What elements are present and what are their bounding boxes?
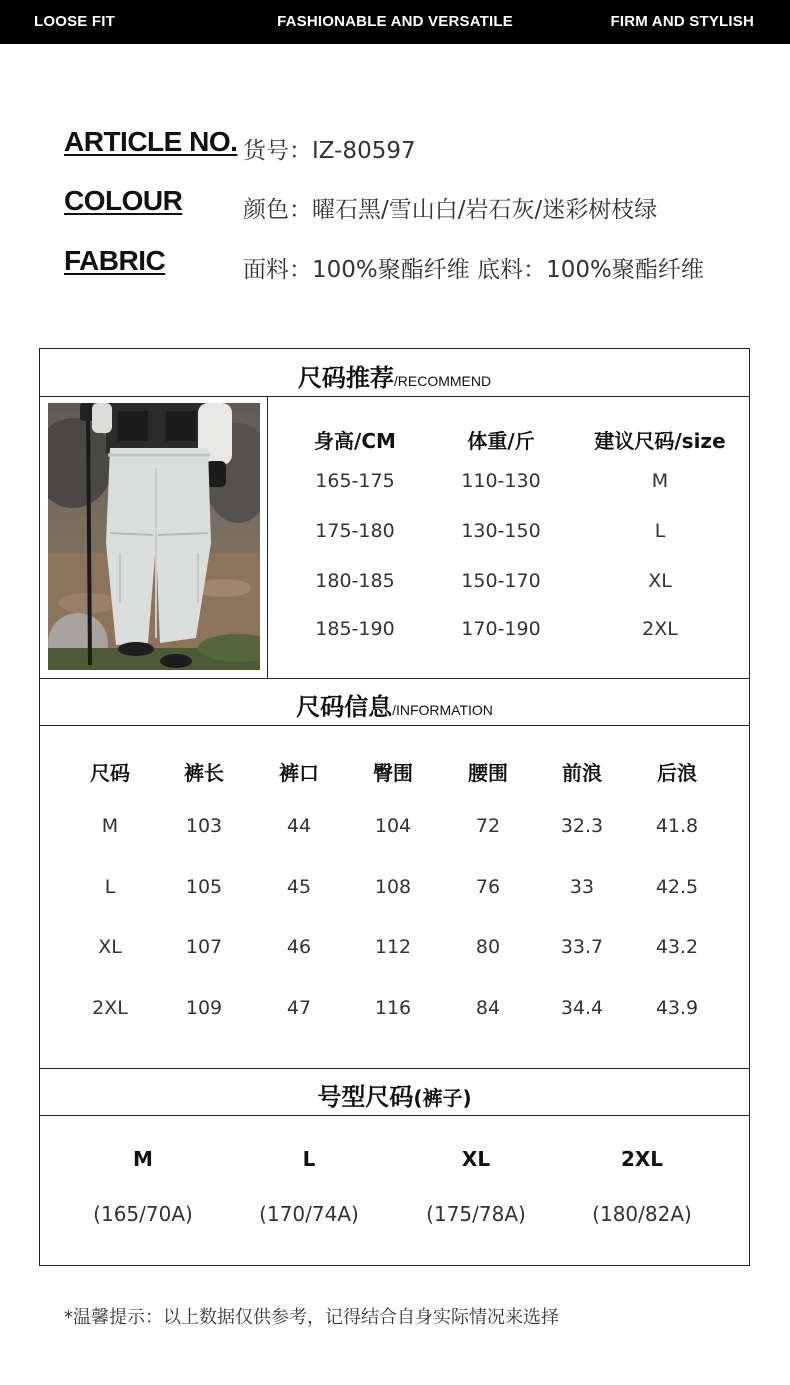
model-size-label: 2XL: [620, 1147, 664, 1171]
banner-left-text: LOOSE FIT: [34, 13, 115, 30]
table-cell: XL: [98, 936, 122, 958]
table-cell: 33.7: [560, 936, 604, 958]
product-photo: [48, 403, 260, 670]
divider: [39, 1068, 750, 1069]
table-cell: 84: [475, 997, 501, 1019]
divider: [39, 725, 750, 726]
recommend-header-height: 身高/CM: [314, 429, 396, 453]
table-cell: M: [101, 815, 119, 837]
table-cell: 185-190: [315, 618, 395, 640]
table-cell: 116: [374, 997, 412, 1019]
table-cell: 110-130: [461, 470, 541, 492]
colour-label: COLOUR: [64, 185, 183, 216]
info-header-length: 裤长: [184, 761, 224, 785]
article-no-value: 货号：IZ-80597: [243, 138, 416, 164]
table-cell: 32.3: [560, 815, 604, 837]
table-cell: 42.5: [655, 876, 699, 898]
table-cell: 43.9: [655, 997, 699, 1019]
info-header-back-rise: 后浪: [657, 761, 697, 785]
model-size-code: (170/74A): [259, 1202, 359, 1226]
table-cell: 2XL: [92, 997, 128, 1019]
banner-center-text: FASHIONABLE AND VERSATILE: [277, 13, 513, 30]
info-header-front-rise: 前浪: [562, 761, 602, 785]
table-cell: 103: [185, 815, 223, 837]
model-size-code: (165/70A): [93, 1202, 193, 1226]
table-cell: 112: [374, 936, 412, 958]
model-wearing-pants-image: [48, 403, 260, 670]
top-banner: [0, 0, 790, 44]
size-reference-note: *温馨提示：以上数据仅供参考，记得结合自身实际情况来选择: [64, 1307, 559, 1328]
info-header-size: 尺码: [90, 761, 130, 785]
table-cell: 2XL: [642, 618, 678, 640]
model-size-title: [39, 1077, 750, 1112]
information-title-en: /INFORMATION: [392, 702, 493, 718]
banner-right-text: FIRM AND STYLISH: [610, 13, 754, 30]
model-size-code: (175/78A): [426, 1202, 526, 1226]
table-cell: 46: [286, 936, 312, 958]
divider: [267, 396, 268, 678]
table-cell: 104: [374, 815, 412, 837]
table-cell: 165-175: [315, 470, 395, 492]
model-size-label: XL: [461, 1147, 491, 1171]
recommend-title-zh: 尺码推荐: [297, 364, 394, 392]
table-cell: 150-170: [461, 570, 541, 592]
divider: [39, 1115, 750, 1116]
table-cell: L: [654, 520, 666, 542]
information-title-zh: 尺码信息: [296, 693, 393, 721]
fabric-value: 面料：100%聚酯纤维 底料：100%聚酯纤维: [243, 257, 704, 283]
table-cell: L: [104, 876, 116, 898]
model-size-title-suffix: (裤子): [413, 1086, 472, 1110]
info-header-waist: 腰围: [468, 761, 508, 785]
table-cell: 80: [475, 936, 501, 958]
colour-value: 颜色：曜石黑/雪山白/岩石灰/迷彩树枝绿: [243, 197, 658, 223]
model-size-label: M: [133, 1147, 153, 1171]
table-cell: 41.8: [655, 815, 699, 837]
table-cell: 76: [475, 876, 501, 898]
recommend-title: [39, 358, 750, 393]
recommend-title-en: /RECOMMEND: [393, 373, 492, 389]
table-cell: 108: [374, 876, 412, 898]
model-size-title-zh: 号型尺码: [317, 1083, 414, 1111]
table-cell: 180-185: [315, 570, 395, 592]
table-cell: 43.2: [655, 936, 699, 958]
table-cell: 47: [286, 997, 312, 1019]
model-size-label: L: [302, 1147, 316, 1171]
table-cell: 72: [475, 815, 501, 837]
table-cell: 107: [185, 936, 223, 958]
divider: [39, 396, 750, 397]
fabric-label: FABRIC: [64, 245, 166, 276]
info-header-hip: 臀围: [373, 761, 413, 785]
table-cell: 170-190: [461, 618, 541, 640]
information-title: [39, 687, 750, 722]
table-cell: 105: [185, 876, 223, 898]
table-cell: 33: [569, 876, 595, 898]
article-no-label: ARTICLE NO.: [64, 126, 238, 157]
info-header-hem: 裤口: [279, 761, 319, 785]
table-cell: XL: [648, 570, 672, 592]
recommend-header-size: 建议尺码/size: [594, 429, 726, 453]
model-size-code: (180/82A): [592, 1202, 692, 1226]
recommend-header-weight: 体重/斤: [467, 429, 535, 453]
table-cell: M: [651, 470, 669, 492]
divider: [39, 678, 750, 679]
table-cell: 130-150: [461, 520, 541, 542]
table-cell: 45: [286, 876, 312, 898]
table-cell: 175-180: [315, 520, 395, 542]
table-cell: 109: [185, 997, 223, 1019]
table-cell: 34.4: [560, 997, 604, 1019]
table-cell: 44: [286, 815, 312, 837]
